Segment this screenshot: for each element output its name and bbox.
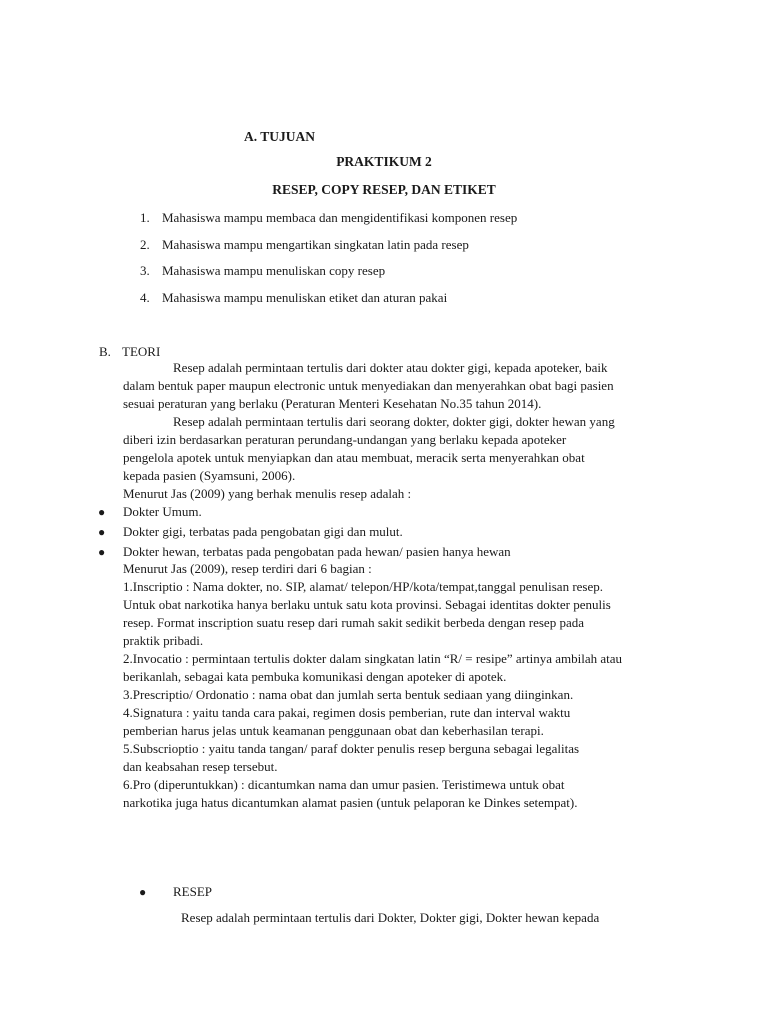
paragraph-line: sesuai peraturan yang berlaku (Peraturan Menteri Kesehatan No.35 tahun 2014).	[123, 396, 542, 411]
teori-parts	[123, 560, 713, 812]
list-item	[98, 503, 511, 523]
paragraph-line: 2.Invocatio : permintaan tertulis dokter dalam singkatan latin “R/ = resipe” artinya ambilah atau	[123, 651, 623, 666]
bullet-icon: ●	[98, 545, 106, 559]
paragraph-line: Menurut Jas (2009), resep terdiri dari 6 bagian :	[123, 561, 372, 576]
list-text: Dokter hewan, terbatas pada pengobatan pada hewan/ pasien hanya hewan	[123, 544, 511, 559]
list-text: Dokter Umum.	[123, 504, 202, 519]
list-text: Mahasiswa mampu mengartikan singkatan latin pada resep	[162, 236, 469, 252]
paragraph-line: praktik pribadi.	[123, 633, 204, 648]
bullet-icon: ●	[98, 525, 106, 539]
heading-praktikum-text: PRAKTIKUM 2	[336, 154, 432, 169]
section-title: TEORI	[122, 344, 161, 359]
list-item	[140, 262, 517, 289]
bullet-icon: ●	[98, 505, 106, 519]
heading-praktikum	[0, 153, 768, 171]
paragraph-line: resep. Format inscription suatu resep dari rumah sakit sedikit berbeda dengan resep pada	[123, 615, 584, 630]
list-text: Mahasiswa mampu menuliskan copy resep	[162, 263, 386, 278]
bullet-icon: ●	[139, 885, 147, 899]
teori-paragraph-1	[123, 359, 713, 413]
goals-list	[140, 209, 517, 315]
heading-tujuan: A. TUJUAN	[244, 129, 316, 144]
paragraph-line: 1.Inscriptio : Nama dokter, no. SIP, alamat/ telepon/HP/kota/tempat,tanggal penulisan resep.	[123, 579, 604, 594]
paragraph-line: Resep adalah permintaan tertulis dari dokter atau dokter gigi, kepada apoteker, baik	[173, 360, 608, 375]
bullet-list	[98, 503, 511, 563]
paragraph-line: pengelola apotek untuk menyiapkan dan atau membuat, meracik serta menyerahkan obat	[123, 450, 585, 465]
section-letter: B.	[99, 344, 111, 359]
paragraph-line: 3.Prescriptio/ Ordonatio : nama obat dan jumlah serta bentuk sediaan yang diinginkan.	[123, 687, 574, 702]
paragraph-line: dan keabsahan resep tersebut.	[123, 759, 278, 774]
list-item	[98, 523, 511, 543]
paragraph-line: Untuk obat narkotika hanya berlaku untuk satu kota provinsi. Sebagai identitas dokter penulis	[123, 597, 611, 612]
list-text: Dokter gigi, terbatas pada pengobatan gigi dan mulut.	[123, 524, 403, 539]
list-item	[140, 289, 517, 316]
paragraph-line: Menurut Jas (2009) yang berhak menulis resep adalah :	[123, 486, 412, 501]
paragraph-line: Resep adalah permintaan tertulis dari seorang dokter, dokter gigi, dokter hewan yang	[173, 414, 615, 429]
paragraph-line: 6.Pro (diperuntukkan) : dicantumkan nama dan umur pasien. Teristimewa untuk obat	[123, 777, 565, 792]
paragraph-line: 5.Subscrioptio : yaitu tanda tangan/ paraf dokter penulis resep berguna sebagai legalitas	[123, 741, 580, 756]
paragraph-line: dalam bentuk paper maupun electronic untuk menyediakan dan menyerahkan obat bagi pasien	[123, 378, 614, 393]
list-item	[140, 209, 517, 236]
teori-paragraph-2	[123, 413, 713, 503]
heading-title: RESEP, COPY RESEP, DAN ETIKET	[272, 182, 496, 197]
list-number: 4.	[140, 289, 150, 305]
list-number: 1.	[140, 210, 150, 225]
paragraph-line: kepada pasien (Syamsuni, 2006).	[123, 468, 296, 483]
list-number: 3.	[140, 263, 150, 278]
paragraph-line: diberi izin berdasarkan peraturan perundang-undangan yang berlaku kepada apoteker	[123, 432, 567, 447]
section-title: RESEP	[173, 884, 213, 899]
paragraph-line: berikanlah, sebagai kata pembuka komunikasi dengan apoteker di apotek.	[123, 669, 507, 684]
list-text: Mahasiswa mampu menuliskan etiket dan aturan pakai	[162, 289, 448, 305]
list-number: 2.	[140, 236, 150, 252]
paragraph-line: 4.Signatura : yaitu tanda cara pakai, regimen dosis pemberian, rute dan interval waktu	[123, 705, 571, 720]
paragraph-line: narkotika juga hatus dicantumkan alamat pasien (untuk pelaporan ke Dinkes setempat).	[123, 795, 578, 810]
list-text: Mahasiswa mampu membaca dan mengidentifikasi komponen resep	[162, 210, 518, 225]
list-item	[140, 236, 517, 263]
resep-paragraph: Resep adalah permintaan tertulis dari Dokter, Dokter gigi, Dokter hewan kepada	[181, 910, 600, 925]
paragraph-line: pemberian harus jelas untuk keamanan penggunaan obat dan keberhasilan terapi.	[123, 723, 544, 738]
section-resep-heading	[139, 883, 212, 901]
